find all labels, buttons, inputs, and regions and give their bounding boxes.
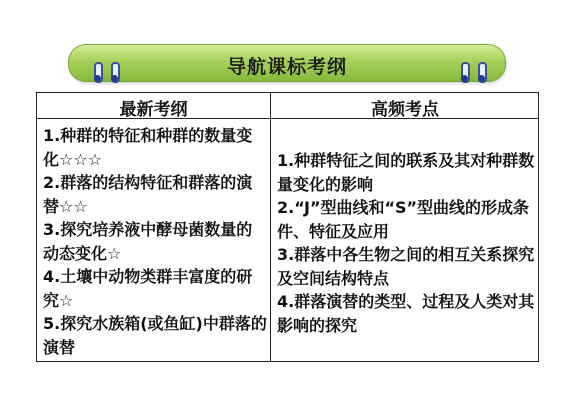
key-points-list — [277, 149, 535, 337]
syllabus-item: 4.土壤中动物类群丰富度的研究☆ — [43, 267, 253, 310]
key-point-item: 2.“J”型曲线和“S”型曲线的形成条件、特征及应用 — [277, 198, 530, 241]
outline-table — [36, 92, 539, 362]
binder-ring-icon — [111, 62, 120, 83]
key-point-item: 4.群落演替的类型、过程及人类对其影响的探究 — [277, 292, 535, 335]
key-point-item: 1.种群特征之间的联系及其对种群数量变化的影响 — [277, 151, 535, 194]
binder-ring-icon — [478, 62, 487, 83]
syllabus-item: 2.群落的结构特征和群落的演替☆☆ — [43, 173, 253, 216]
right-column-header: 高频考点 — [371, 100, 439, 120]
key-point-item: 3.群落中各生物之间的相互关系探究及空间结构特点 — [277, 245, 535, 288]
left-column-header: 最新考纲 — [119, 100, 188, 120]
binder-ring-icon — [461, 62, 470, 83]
syllabus-item: 1.种群的特征和种群的数量变化☆☆☆ — [43, 126, 253, 169]
binder-ring-icon — [94, 62, 103, 83]
column-divider — [270, 93, 271, 361]
title-banner — [68, 44, 506, 82]
banner-title: 导航课标考纲 — [226, 56, 347, 78]
syllabus-item: 3.探究培养液中酵母菌数量的动态变化☆ — [43, 220, 253, 263]
syllabus-item: 5.探究水族箱(或鱼缸)中群落的演替 — [43, 314, 267, 357]
syllabus-list — [43, 124, 267, 359]
